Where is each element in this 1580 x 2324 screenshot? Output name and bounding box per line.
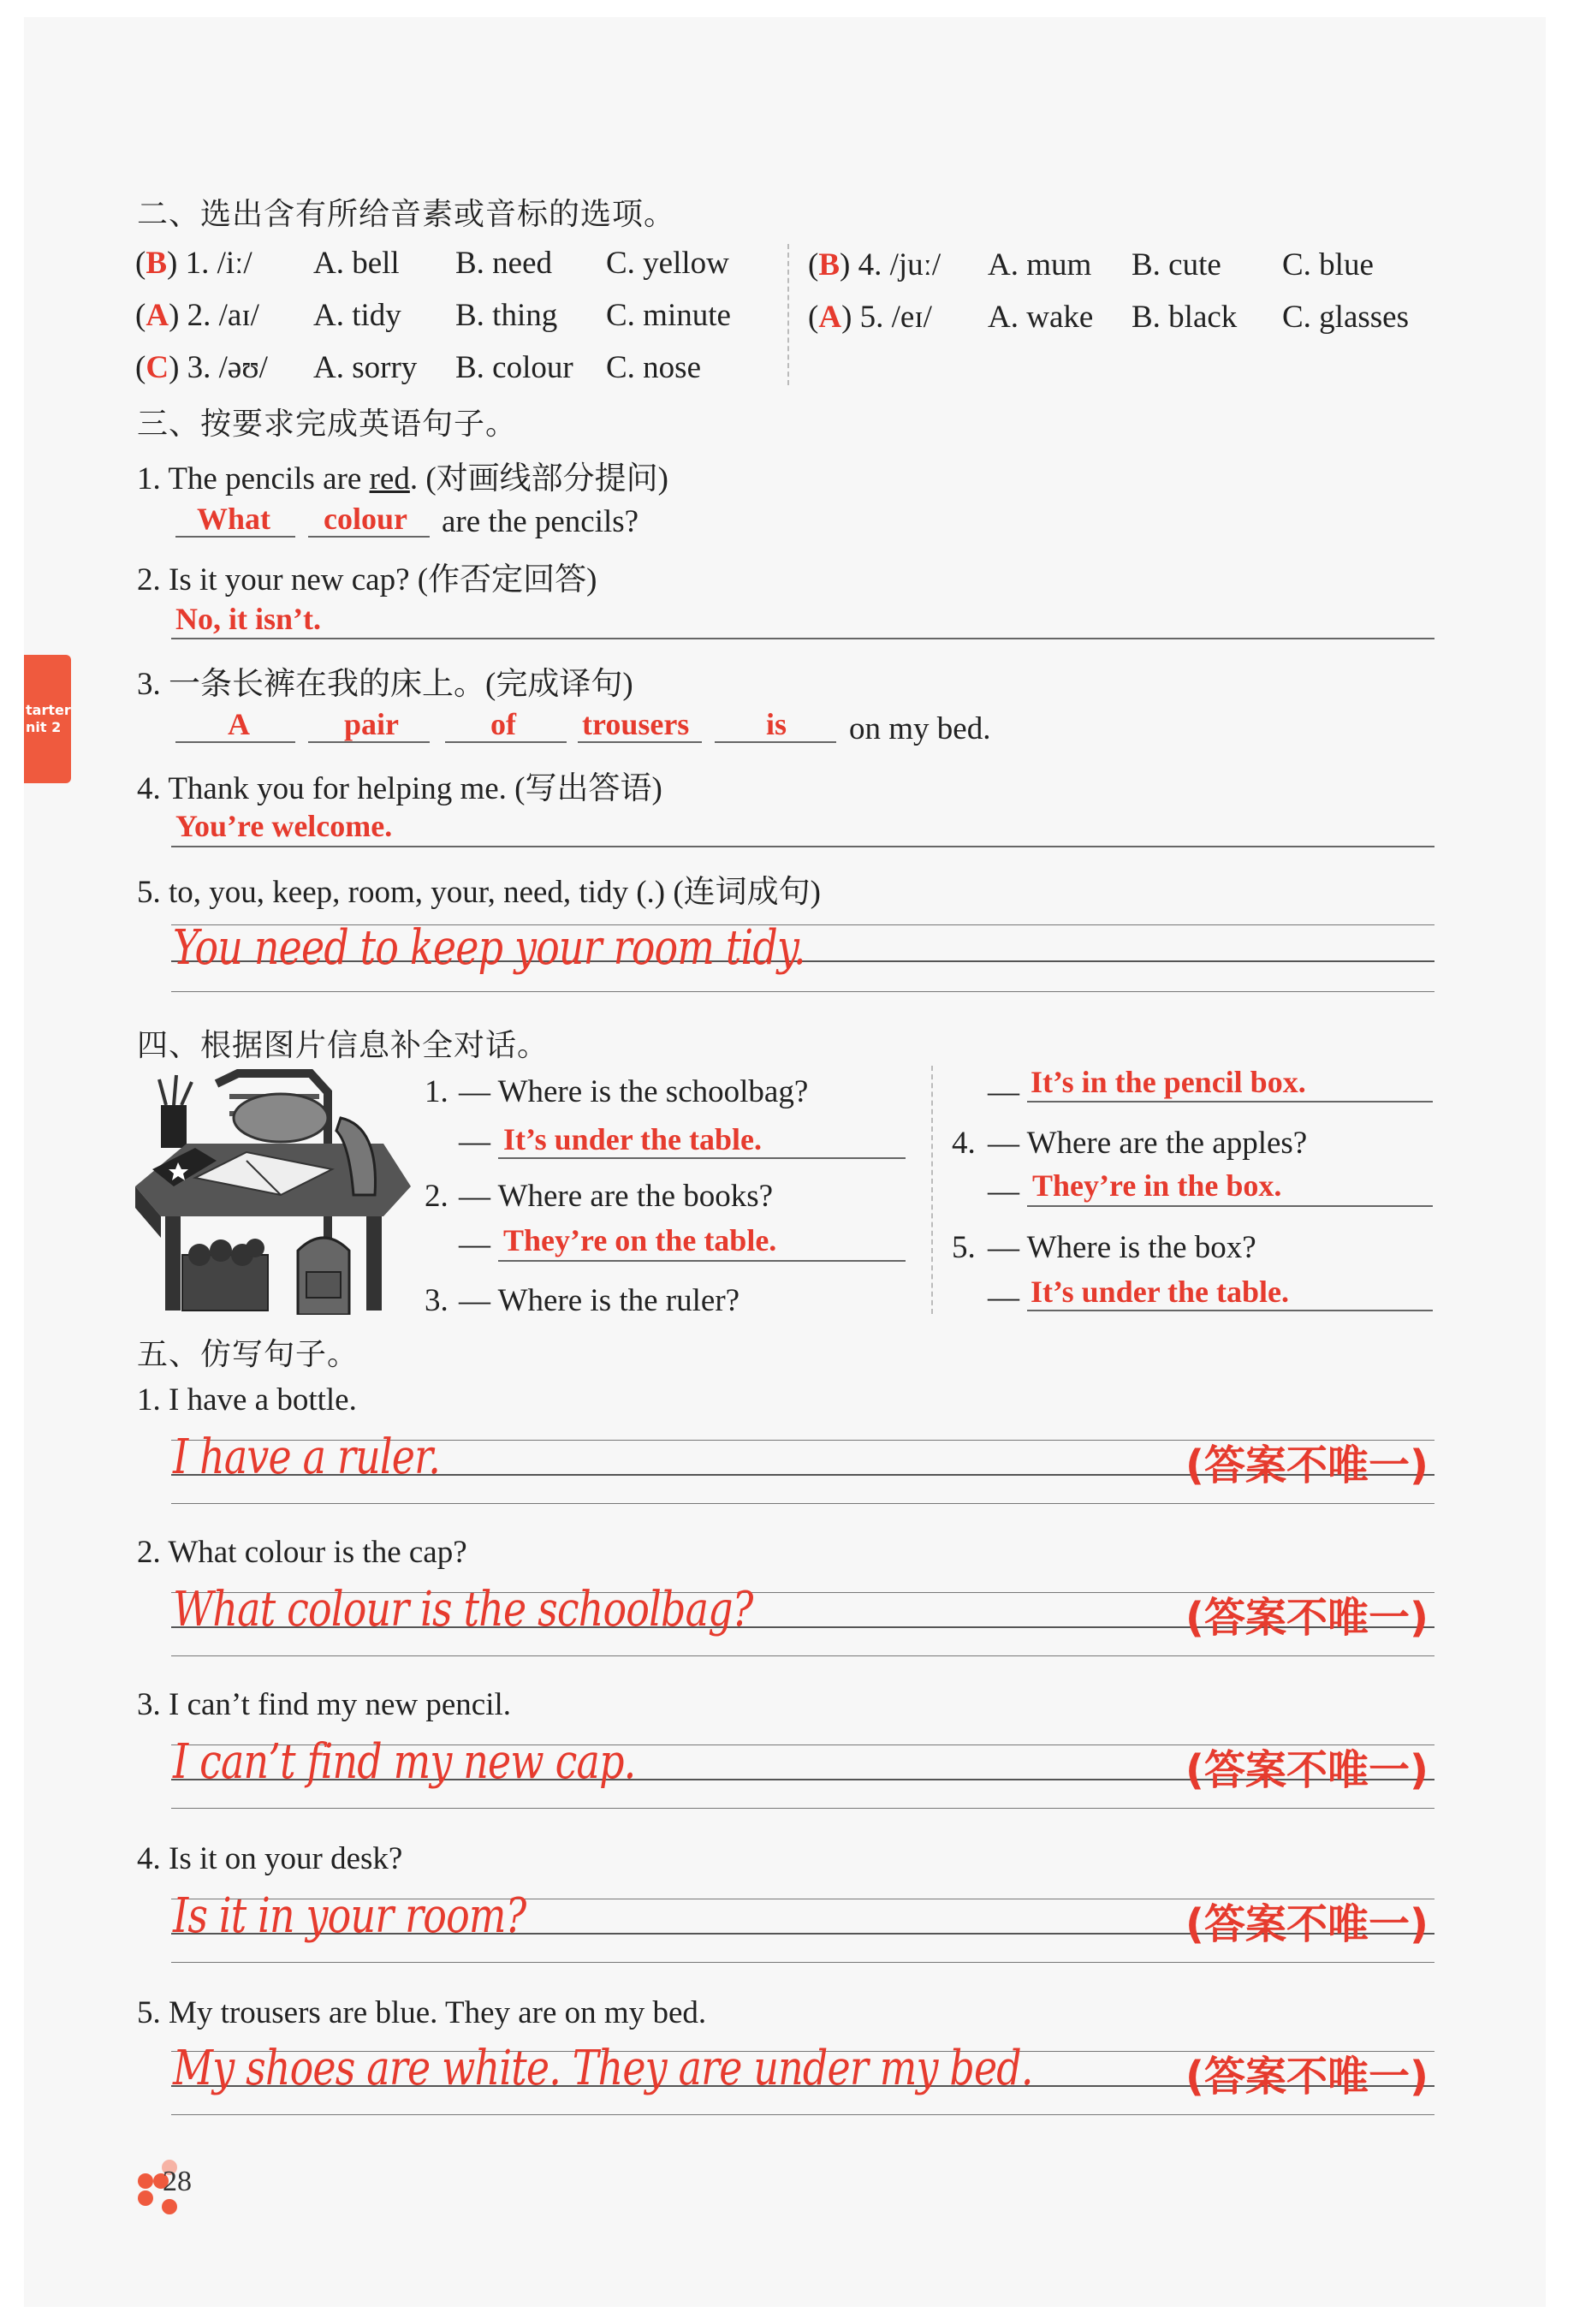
s2-item3-a: A. sorry xyxy=(313,350,418,385)
s3-q4-answer-line xyxy=(171,846,1434,847)
s4-q5-dash: — xyxy=(988,1280,1019,1315)
s4-q2-answer: They’re on the table. xyxy=(503,1223,777,1257)
section3-title: 三、按要求完成英语句子。 xyxy=(137,407,518,442)
s3-q1-prompt xyxy=(137,452,668,498)
s4-q2-num: 2. xyxy=(425,1179,448,1214)
s4-q4-question: — Where are the apples? xyxy=(988,1126,1308,1161)
s2-item4-answer: B xyxy=(818,247,840,282)
section2-title: 二、选出含有所给音素或音标的选项。 xyxy=(137,197,676,232)
s5-item5-prompt: 5. My trousers are blue. They are on my bed. xyxy=(137,1995,707,2030)
s3-q4-prompt: 4. Thank you for helping me. (写出答语) xyxy=(137,771,662,806)
s5-item1-line3 xyxy=(171,1503,1434,1504)
s3-q5-prompt: 5. to, you, keep, room, your, need, tidy (.) (连词成句) xyxy=(137,875,822,910)
s4-q3-answer-line xyxy=(1027,1101,1433,1103)
s4-q3-num: 3. xyxy=(425,1283,448,1318)
s2-item5-answer: A xyxy=(818,300,842,335)
s2-item2-b: B. thing xyxy=(455,298,558,333)
s4-q1-answer-line xyxy=(498,1157,906,1159)
s5-item2-prompt: 2. What colour is the cap? xyxy=(137,1535,467,1570)
s5-item4-prompt: 4. Is it on your desk? xyxy=(137,1841,403,1876)
s5-item2-answer: What colour is the schoolbag? xyxy=(173,1582,753,1637)
s2-item1: (B) 1. /iː/ xyxy=(135,246,252,281)
s3-q1-prompt-underlined: red xyxy=(369,461,410,496)
s2-item4-a: A. mum xyxy=(988,247,1092,282)
s4-q3-question: — Where is the ruler? xyxy=(459,1283,740,1318)
s4-q4-dash: — xyxy=(988,1174,1019,1209)
s2-item2-label: ) 2. /aɪ/ xyxy=(169,298,259,333)
s4-q3-dash: — xyxy=(988,1074,1019,1109)
side-tab-line2: nit 2 xyxy=(26,719,62,735)
s5-item5-answer: My shoes are white. They are under my bed. xyxy=(173,2041,1033,2096)
s2-item3-b: B. colour xyxy=(455,350,573,385)
s2-item4-b: B. cute xyxy=(1132,247,1221,282)
s2-item3-answer: C xyxy=(146,350,169,385)
s4-q5-num: 5. xyxy=(952,1230,976,1265)
s2-item2-a: A. tidy xyxy=(313,298,401,333)
s2-item2-c: C. minute xyxy=(606,298,731,333)
s2-item4-c: C. blue xyxy=(1282,247,1374,282)
s2-item1-a: A. bell xyxy=(313,246,400,281)
s2-item3: (C) 3. /əʊ/ xyxy=(135,350,268,385)
s2-item5-b: B. black xyxy=(1132,300,1238,335)
side-tab-line1: tarter xyxy=(26,702,71,718)
s2-item1-label: ) 1. /iː/ xyxy=(167,246,252,281)
s4-q5-answer: It’s under the table. xyxy=(1031,1275,1290,1309)
s4-q1-answer: It’s under the table. xyxy=(503,1122,763,1156)
s5-item3-line3 xyxy=(171,1808,1434,1809)
s2-item3-c: C. nose xyxy=(606,350,701,385)
section5-title: 五、仿写句子。 xyxy=(137,1337,359,1372)
s3-q1-prompt-pre: 1. The pencils are xyxy=(137,461,370,496)
s2-item1-c: C. yellow xyxy=(606,246,729,281)
s4-q4-answer: They’re in the box. xyxy=(1032,1168,1282,1203)
s5-item2-note: (答案不唯一) xyxy=(1185,1594,1429,1642)
s5-item5-line3 xyxy=(171,2114,1434,2115)
section4-title: 四、根据图片信息补全对话。 xyxy=(137,1028,549,1063)
s5-item1-note: (答案不唯一) xyxy=(1185,1441,1429,1489)
s3-q1-answer1: What xyxy=(197,502,271,536)
s4-q1-dash: — xyxy=(459,1124,490,1159)
desk-scene-illustration xyxy=(135,1067,411,1315)
s5-item5-note: (答案不唯一) xyxy=(1185,2053,1429,2101)
s3-q1-blank2 xyxy=(308,536,430,538)
s2-item3-label: ) 3. /əʊ/ xyxy=(169,350,268,385)
s2-item5-c: C. glasses xyxy=(1282,300,1409,335)
s3-q3-blank3 xyxy=(445,741,567,743)
s3-q3-blank2 xyxy=(308,741,430,743)
s4-q3-answer: It’s in the pencil box. xyxy=(1031,1065,1306,1099)
s3-q5-answer: You need to keep your room tidy. xyxy=(173,920,805,976)
s2-item5: (A) 5. /eɪ/ xyxy=(808,300,932,335)
s3-q2-prompt: 2. Is it your new cap? (作否定回答) xyxy=(137,562,597,597)
s3-q3-blank5 xyxy=(715,741,836,743)
s4-column-divider xyxy=(931,1066,933,1314)
s2-item2-answer: A xyxy=(146,298,169,333)
s5-item3-note: (答案不唯一) xyxy=(1185,1746,1429,1794)
s5-item4-answer: Is it in your room? xyxy=(173,1888,526,1944)
s2-item4: (B) 4. /juː/ xyxy=(808,247,941,282)
s2-item5-a: A. wake xyxy=(988,300,1094,335)
page-number: 28 xyxy=(163,2166,192,2197)
s3-q1-blank1 xyxy=(175,536,295,538)
s3-q1-answer2: colour xyxy=(324,502,407,536)
s2-item2: (A) 2. /aɪ/ xyxy=(135,298,259,333)
s3-q3-prompt: 3. 一条长裤在我的床上。(完成译句) xyxy=(137,667,633,702)
s2-column-divider xyxy=(787,244,789,385)
s3-q3-blank1 xyxy=(175,741,295,743)
s3-q4-answer: You’re welcome. xyxy=(175,809,393,843)
s5-item4-line3 xyxy=(171,1962,1434,1963)
s3-q3-answer4: trousers xyxy=(582,707,690,741)
s3-q2-answer-line xyxy=(171,638,1434,639)
s5-item1-prompt: 1. I have a bottle. xyxy=(137,1382,357,1418)
s4-q5-question: — Where is the box? xyxy=(988,1230,1256,1265)
s3-q3-answer3: of xyxy=(490,707,516,741)
s5-item2-line3 xyxy=(171,1655,1434,1656)
s5-item3-answer: I can’t find my new cap. xyxy=(173,1734,636,1790)
s2-item1-b: B. need xyxy=(455,246,553,281)
s2-item1-answer: B xyxy=(146,246,168,281)
s3-q3-tail: on my bed. xyxy=(849,711,991,746)
s4-q2-dash: — xyxy=(459,1227,490,1262)
unit-side-tab xyxy=(24,655,71,783)
s3-q3-blank4 xyxy=(578,741,702,743)
s5-item3-prompt: 3. I can’t find my new pencil. xyxy=(137,1687,512,1722)
s5-item1-answer: I have a ruler. xyxy=(173,1429,440,1485)
s4-q2-answer-line xyxy=(498,1260,906,1262)
s3-q5-line3 xyxy=(171,991,1434,992)
s2-item4-label: ) 4. /juː/ xyxy=(840,247,941,282)
s4-q2-question: — Where are the books? xyxy=(459,1179,774,1214)
s5-item4-note: (答案不唯一) xyxy=(1185,1900,1429,1948)
s4-q1-question: — Where is the schoolbag? xyxy=(459,1074,809,1109)
s3-q1-tail: are the pencils? xyxy=(442,504,639,539)
s4-q4-num: 4. xyxy=(952,1126,976,1161)
s3-q2-answer: No, it isn’t. xyxy=(175,602,321,636)
s3-q3-answer2: pair xyxy=(344,707,400,741)
s2-item5-label: ) 5. /eɪ/ xyxy=(841,300,932,335)
s4-q4-answer-line xyxy=(1027,1205,1433,1207)
s4-q5-answer-line xyxy=(1027,1310,1433,1311)
s3-q3-answer5: is xyxy=(766,707,787,741)
s3-q3-answer1: A xyxy=(228,707,250,741)
s3-q1-prompt-post: . (对画线部分提问) xyxy=(409,461,668,496)
s4-q1-num: 1. xyxy=(425,1074,448,1109)
